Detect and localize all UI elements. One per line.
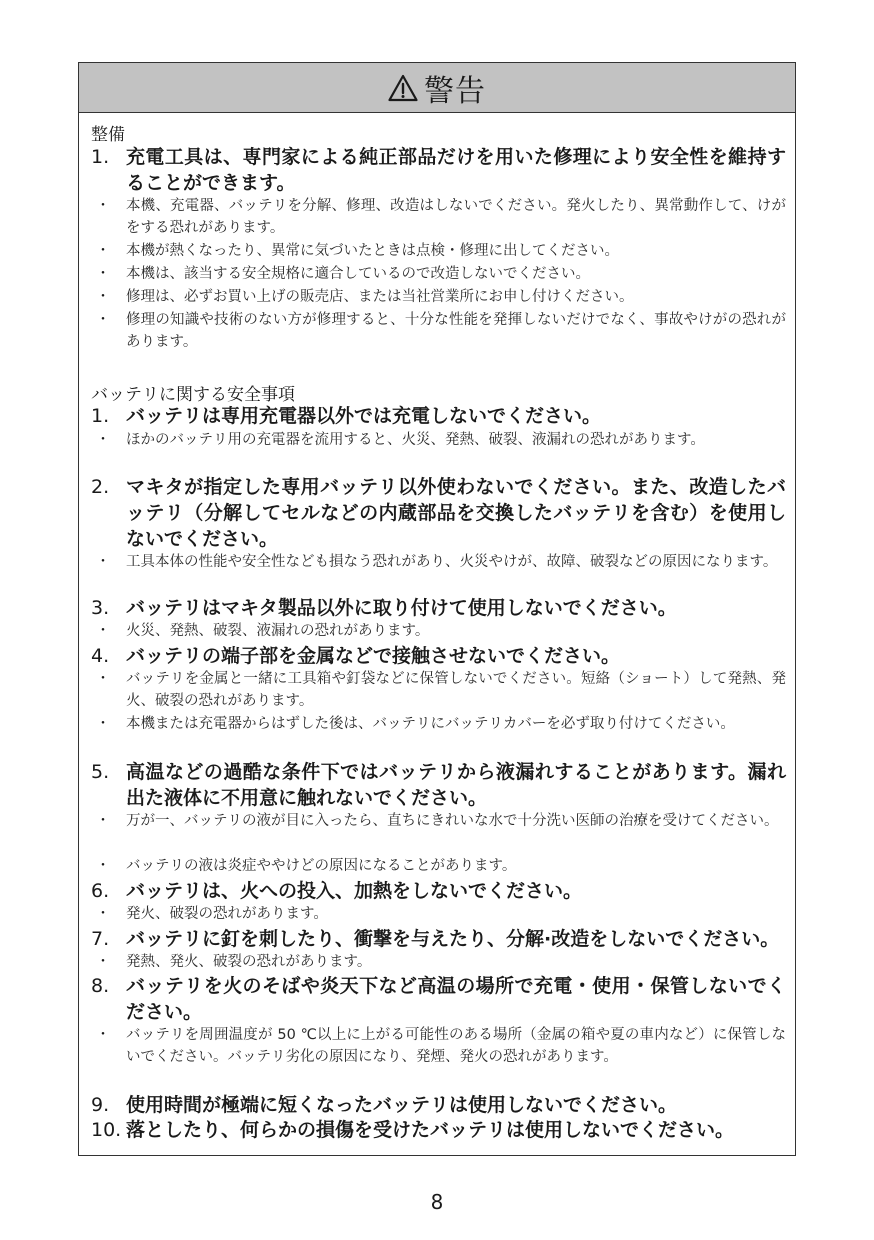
- item-text: バッテリに釘を刺したり、衝撃を与えたり、分解·改造をしないでください。: [126, 928, 780, 950]
- section-title-battery-safety: バッテリに関する安全事項: [91, 385, 295, 405]
- bullet-text: ほかのバッテリ用の充電器を流用すると、火災、発熱、破裂、液漏れの恐れがあります。: [126, 432, 705, 448]
- item-number: 3.: [91, 597, 110, 619]
- item-text: バッテリはマキタ製品以外に取り付けて使用しないでください。: [126, 597, 677, 619]
- item-number: 5.: [91, 761, 110, 783]
- warning-box: 警告 整備 1. 充電工具は、専門家による純正部品だけを用いた修理により安全性を維持することができます。 ・ 本機、充電器、バッテリを分解、修理、改造はしないでください。発火したり、異常動作して、けがをする恐れがあります。 ・ 本機が熱くなったり、異常に気づいたときは点検・修理に出してください。 ・ 本機は、該当する安全規格に適合しているので改造しないでください。 ・ 修理は、必ずお買い上げの販売店、または当社営業所にお申し付けください。 ・ 修理の知識や技術のない方が修理すると、十分な性能を発揮しないだけでなく、事故やけがの恐れがあります。 バッテリに関する安全事項 1. バッテリは専用充電器以外では充電しないでください。 ・ ほかのバッテリ用の充電器を流用すると、火災、発熱、破裂、液漏れの恐れがあります。 2. マキタが指定した専用バッテリ以外使わないでください。また、改造したバッテリ（分解してセルなどの内蔵部品を交換したバッテリを含む）を使用しないでください。 ・ 工具本体の性能や安全性なども損なう恐れがあり、火災やけが、故障、破裂などの原因になります。 3. バッテリはマキタ製品以外に取り付けて使用しないでください。 ・ 火災、発熱、破裂、液漏れの恐れがあります。 4. バッテリの端子部を金属などで接触させないでください。 ・ バッテリを金属と一緒に工具箱や釘袋などに保管しないでください。短絡（ショート）して発熱、発火、破裂の恐れがあります。 ・ 本機または充電器からはずした後は、バッテリにバッテリカバーを必ず取り付けてください。 5. 高温などの過酷な条件下ではバッテリから液漏れすることがあります。漏れ出た液体に不用意に触れないでください。 ・ 万が一、バッテリの液が目に入ったら、直ちにきれいな水で十分洗い医師の治療を受けてください。 ・ バッテリの液は炎症ややけどの原因になることがあります。 6. バッテリは、火への投入、加熱をしないでください。 ・ 発火、破裂の恐れがあります。 7. バッテリに釘を刺したり、衝撃を与えたり、分解·改造をしないでください。 ・ 発熱、発火、破裂の恐れがあります。 8. バッテリを火のそばや炎天下など高温の場所で充電・使用・保管しないでください。 ・ バッテリを周囲温度が 50 ℃以上に上がる可能性のある場所（金属の箱や夏の車内など）に保管しないでください。バッテリ劣化の原因になり、発煙、発火の恐れがあります。 9. 使用時間が極端に短くなったバッテリは使用しないでください。 10. 落としたり、何らかの損傷を受けたバッテリは使用しないでください。: [78, 62, 796, 1156]
- item-text: バッテリは、火への投入、加熱をしないでください。: [126, 880, 583, 902]
- page-number: 8: [430, 1190, 444, 1214]
- item-number: 9.: [91, 1094, 110, 1116]
- item-text: 充電工具は、専門家による純正部品だけを用いた修理により安全性を維持することができます。: [126, 146, 786, 194]
- bullet-text: 本機または充電器からはずした後は、バッテリにバッテリカバーを必ず取り付けてください。: [126, 716, 735, 732]
- bullet-text: バッテリを金属と一緒に工具箱や釘袋などに保管しないでください。短絡（ショート）して発熱、発火、破裂の恐れがあります。: [126, 671, 786, 709]
- warning-header: [79, 63, 795, 113]
- warning-triangle-icon: [388, 74, 418, 102]
- bullet-text: バッテリを周囲温度が 50 ℃以上に上がる可能性のある場所（金属の箱や夏の車内など）に保管しないでください。バッテリ劣化の原因になり、発煙、発火の恐れがあります。: [126, 1027, 786, 1065]
- bullet-text: 発熱、発火、破裂の恐れがあります。: [126, 954, 372, 970]
- bullet-text: 火災、発熱、破裂、液漏れの恐れがあります。: [126, 623, 430, 639]
- item-number: 10.: [91, 1119, 122, 1141]
- item-text: バッテリを火のそばや炎天下など高温の場所で充電・使用・保管しないでください。: [126, 975, 786, 1023]
- item-number: 7.: [91, 928, 110, 950]
- bullet-text: 本機は、該当する安全規格に適合しているので改造しないでください。: [126, 266, 590, 282]
- bullet-text: 発火、破裂の恐れがあります。: [126, 906, 328, 922]
- item-number: 1.: [91, 405, 110, 427]
- item-number: 8.: [91, 975, 110, 997]
- item-number: 2.: [91, 476, 110, 498]
- item-number: 4.: [91, 645, 110, 667]
- item-text: 高温などの過酷な条件下ではバッテリから液漏れすることがあります。漏れ出た液体に不用意に触れないでください。: [126, 761, 786, 809]
- item-text: バッテリは専用充電器以外では充電しないでください。: [126, 405, 602, 427]
- item-text: バッテリの端子部を金属などで接触させないでください。: [126, 645, 621, 667]
- bullet-text: 本機が熱くなったり、異常に気づいたときは点検・修理に出してください。: [126, 243, 619, 259]
- bullet-text: 修理は、必ずお買い上げの販売店、または当社営業所にお申し付けください。: [126, 289, 634, 305]
- warning-title: 警告: [424, 73, 486, 109]
- item-number: 1.: [91, 146, 110, 168]
- item-text: 使用時間が極端に短くなったバッテリは使用しないでください。: [126, 1094, 678, 1116]
- item-number: 6.: [91, 880, 110, 902]
- section-title-maintenance: 整備: [91, 125, 125, 145]
- item-text: マキタが指定した専用バッテリ以外使わないでください。また、改造したバッテリ（分解してセルなどの内蔵部品を交換したバッテリを含む）を使用しないでください。: [126, 476, 786, 550]
- bullet-text: 万が一、バッテリの液が目に入ったら、直ちにきれいな水で十分洗い医師の治療を受けてください。: [126, 813, 779, 829]
- bullet-text: バッテリの液は炎症ややけどの原因になることがあります。: [126, 858, 517, 874]
- item-text: 落としたり、何らかの損傷を受けたバッテリは使用しないでください。: [126, 1119, 735, 1141]
- bullet-text: 本機、充電器、バッテリを分解、修理、改造はしないでください。発火したり、異常動作して、けがをする恐れがあります。: [126, 198, 786, 236]
- bullet-text: 工具本体の性能や安全性なども損なう恐れがあり、火災やけが、故障、破裂などの原因になります。: [126, 554, 778, 570]
- bullet-text: 修理の知識や技術のない方が修理すると、十分な性能を発揮しないだけでなく、事故やけがの恐れがあります。: [126, 312, 786, 350]
